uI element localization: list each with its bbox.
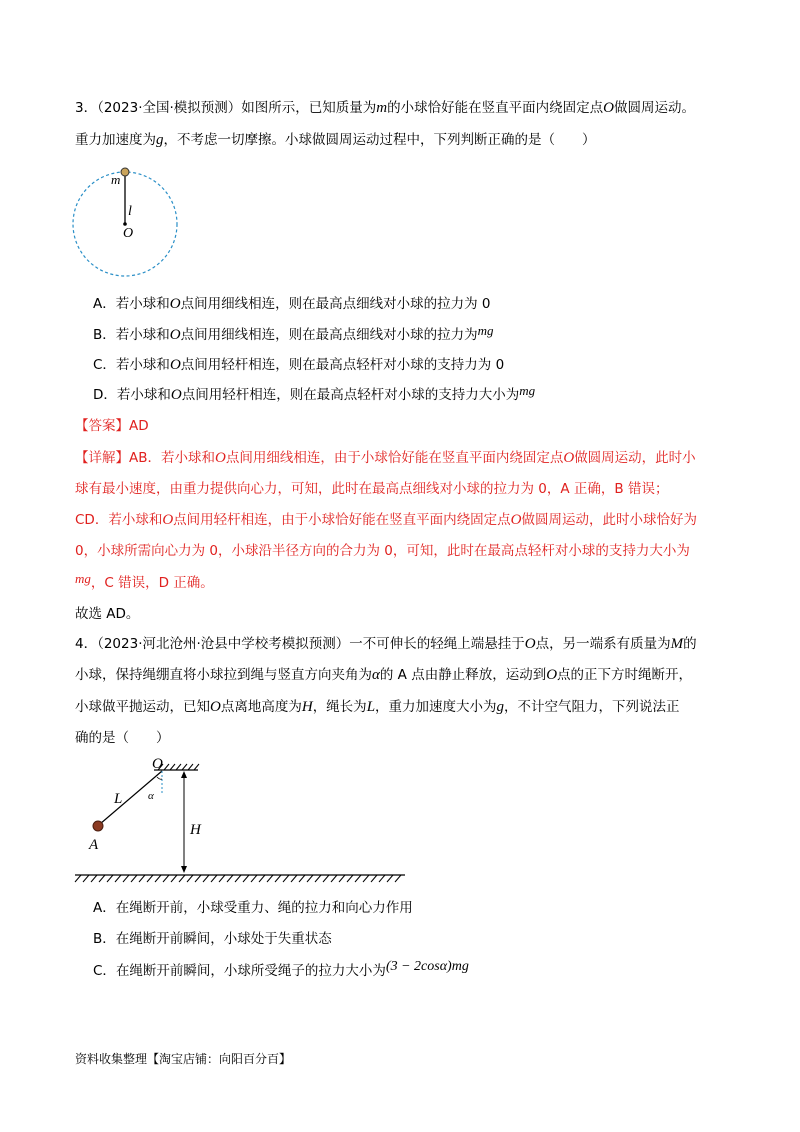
q3-line-2: 重力加速度为g，不考虑一切摩擦。小球做圆周运动过程中，下列判断正确的是（ ） [75, 132, 596, 148]
formula-tension: (3 − 2cosα)mg [385, 959, 469, 974]
q4-line-1: 4．（2023·河北沧州·沧县中学校考模拟预测）一不可伸长的轻绳上端悬挂于O点，另一端系有质量为M的 [75, 636, 697, 652]
q4-pendulum-figure [70, 755, 410, 890]
q3-detail-line-1: 【详解】AB．若小球和O点间用细线相连，由于小球恰好能在竖直平面内绕固定点O做圆周运动，此时小 [75, 450, 696, 466]
ground-hatch [75, 875, 401, 882]
angle-arc [157, 777, 162, 779]
var-g: g [156, 132, 164, 148]
q3-detail-line-2: 球有最小速度，由重力提供向心力，可知，此时在最高点细线对小球的拉力为 0，A 正确，B 错误； [75, 481, 669, 497]
q3-line-1: 3．（2023·全国·模拟预测）如图所示，已知质量为m的小球恰好能在竖直平面内绕固定点O做圆周运动。 [75, 100, 695, 116]
footer-source: 资料收集整理【淘宝店铺：向阳百分百】 [75, 1052, 292, 1066]
q3-detail-line-5: mg，C 错误，D 正确。 [75, 571, 214, 591]
q3-option-c[interactable]: C．若小球和O点间用轻杆相连，则在最高点轻杆对小球的支持力为 0 [93, 357, 505, 373]
q4-option-c[interactable]: C．在绳断开前瞬间，小球所受绳子的拉力大小为(3 − 2cosα)mg [93, 959, 469, 979]
label-H: H [190, 822, 201, 838]
var-m: m [376, 100, 388, 116]
q3-option-d[interactable]: D．若小球和O点间用轻杆相连，则在最高点轻杆对小球的支持力大小为mg [93, 383, 536, 403]
label-alpha: α [148, 790, 154, 802]
label-O: O [152, 756, 163, 772]
q4-option-b[interactable]: B．在绳断开前瞬间，小球处于失重状态 [93, 931, 332, 947]
q4-option-a[interactable]: A．在绳断开前，小球受重力、绳的拉力和向心力作用 [93, 900, 413, 916]
arrow-head-top [181, 771, 187, 778]
label-L: L [114, 791, 123, 807]
q4-line-2: 小球，保持绳绷直将小球拉到绳与竖直方向夹角为α的 A 点由静止释放，运动到O点的正下方时绳断开， [75, 667, 693, 683]
q3-detail-line-3: CD．若小球和O点间用轻杆相连，由于小球恰好能在竖直平面内绕固定点O做圆周运动，此时小球恰好为 [75, 512, 698, 528]
q3-circle-figure [60, 160, 190, 280]
q3-detail-line-4: 0，小球所需向心力为 0，小球沿半径方向的合力为 0，可知，此时在最高点轻杆对小球的支持力大小为 [75, 543, 690, 559]
label-l: l [128, 204, 132, 219]
label-A: A [89, 837, 99, 853]
var-O: O [603, 100, 614, 116]
q4-line-4: 确的是（ ） [75, 730, 170, 746]
q3-conclusion: 故选 AD。 [75, 606, 140, 622]
ceiling-hatch [158, 764, 199, 770]
q3-answer: 【答案】AD [75, 418, 149, 434]
ball-A-icon [93, 821, 103, 831]
arrow-head-bottom [181, 866, 187, 873]
q4-line-3: 小球做平抛运动，已知O点离地高度为H，绳长为L，重力加速度大小为g，不计空气阻力，下列说法正 [75, 699, 680, 715]
label-m: m [111, 172, 121, 187]
q3-option-b[interactable]: B．若小球和O点间用细线相连，则在最高点细线对小球的拉力为mg [93, 323, 494, 343]
label-O: O [123, 226, 134, 241]
q3-option-a[interactable]: A．若小球和O点间用细线相连，则在最高点细线对小球的拉力为 0 [93, 296, 491, 312]
ball-icon [121, 168, 129, 176]
